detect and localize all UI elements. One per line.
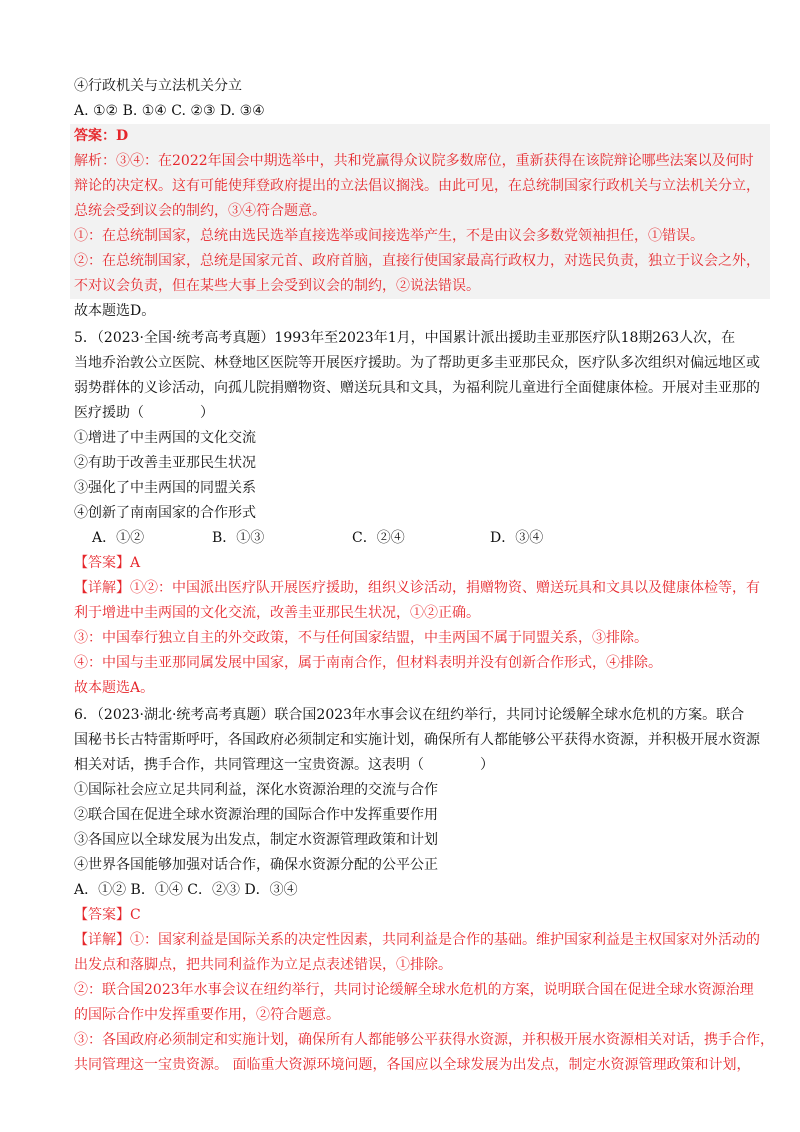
q5-answer bbox=[74, 551, 774, 576]
q5-choice-b: B．①③ bbox=[212, 530, 265, 546]
q5-choice-a: A．①② bbox=[92, 530, 145, 546]
q5-stem-line: 弱势群体的义诊活动，向孤儿院捐赠物资、赠送玩具和文具，为福利院儿童进行全面健康体检。开展对圭亚那的 bbox=[74, 380, 760, 396]
q6-detail-line: 共同管理这一宝贵资源。 面临重大资源环境问题，各国应以全球发展为出发点，制定水资源管理政策和计划， bbox=[74, 1057, 751, 1073]
q5-choice-c: C．②④ bbox=[352, 530, 405, 546]
q5-detail-text: ①②：中国派出医疗队开展医疗援助，组织义诊活动，捐赠物资、赠送玩具和文具以及健康体检等，有 bbox=[130, 580, 760, 596]
q6-detail-line: 的国际合作中发挥重要作用，②符合题意。 bbox=[74, 1007, 340, 1023]
q6-stem-line: 6．（2023·湖北·统考高考真题）联合国2023年水事会议在纽约举行，共同讨论缓解全球水危机的方案。联合 bbox=[74, 707, 745, 723]
q4-option-4: ④行政机关与立法机关分立 bbox=[74, 78, 242, 94]
q6-answer bbox=[74, 903, 774, 928]
q6-detail-text: ①：国家利益是国际关系的决定性因素，共同利益是合作的基础。维护国家利益是主权国家对外活动的 bbox=[130, 932, 760, 948]
q4-analysis-line: 辩论的决定权。这有可能使拜登政府提出的立法倡议搁浅。由此可见，在总统制国家行政机关与立法机关分立， bbox=[74, 178, 760, 194]
q4-choices: A. ①② B. ①④ C. ②③ D. ③④ bbox=[74, 103, 265, 119]
q6-stem-line: 国秘书长古特雷斯呼吁，各国政府必须制定和实施计划，确保所有人都能够公平获得水资源，并积极开展水资源 bbox=[74, 732, 760, 748]
q5-stem-line: 当地乔治敦公立医院、林登地区医院等开展医疗援助。为了帮助更多圭亚那民众，医疗队多次组织对偏远地区或 bbox=[74, 355, 760, 371]
q4-answer: 答案：D bbox=[74, 128, 129, 144]
document-page bbox=[74, 74, 774, 1078]
q6-answer-tag: 【答案】 bbox=[74, 907, 130, 923]
q6-option: ④世界各国能够加强对话合作，确保水资源分配的公平公正 bbox=[74, 857, 438, 873]
q5-choice-d: D．③④ bbox=[490, 530, 544, 546]
q6-option: ①国际社会应立足共同利益，深化水资源治理的交流与合作 bbox=[74, 782, 438, 798]
q5-stem-line: 5．（2023·全国·统考高考真题）1993年至2023年1月，中国累计派出援助圭亚那医疗队18期263人次，在 bbox=[74, 330, 736, 346]
q6-detail-line bbox=[74, 928, 774, 953]
q5-detail-tag: 【详解】 bbox=[74, 580, 130, 596]
q6-stem-line: 相关对话，携手合作，共同管理这一宝贵资源。这表明（ ） bbox=[74, 757, 494, 773]
q6-detail-line: ②：联合国2023年水事会议在纽约举行，共同讨论缓解全球水危机的方案，说明联合国在促进全球水资源治理 bbox=[74, 982, 754, 998]
q4-analysis-line: 不对议会负责，但在某些大事上会受到议会的制约，②说法错误。 bbox=[74, 278, 480, 294]
q4-analysis-line: 总统会受到议会的制约，③④符合题意。 bbox=[74, 203, 326, 219]
q6-detail-line: 出发点和落脚点，把共同利益作为立足点表述错误，①排除。 bbox=[74, 957, 452, 973]
q5-option: ④创新了南南国家的合作形式 bbox=[74, 505, 256, 521]
q5-option: ①增进了中圭两国的文化交流 bbox=[74, 430, 256, 446]
q5-answer-tag: 【答案】 bbox=[74, 555, 130, 571]
q6-choices: A．①② B．①④ C．②③ D．③④ bbox=[74, 882, 298, 898]
q4-conclusion: 故本题选D。 bbox=[74, 303, 156, 319]
q5-detail-line: ③：中国奉行独立自主的外交政策，不与任何国家结盟，中圭两国不属于同盟关系，③排除。 bbox=[74, 630, 648, 646]
q6-detail-tag: 【详解】 bbox=[74, 932, 130, 948]
q5-detail-line: 利于增进中圭两国的文化交流，改善圭亚那民生状况，①②正确。 bbox=[74, 605, 480, 621]
q5-detail-line: ④：中国与圭亚那同属发展中国家，属于南南合作，但材料表明并没有创新合作形式，④排除。 bbox=[74, 655, 662, 671]
q5-choices bbox=[74, 526, 774, 551]
q4-analysis-line: 解析：③④：在2022年国会中期选举中，共和党赢得众议院多数席位，重新获得在该院辩论哪些法案以及何时 bbox=[74, 153, 754, 169]
q5-option: ③强化了中圭两国的同盟关系 bbox=[74, 480, 256, 496]
q6-option: ③各国应以全球发展为出发点，制定水资源管理政策和计划 bbox=[74, 832, 438, 848]
q5-detail-line bbox=[74, 576, 774, 601]
q5-option: ②有助于改善圭亚那民生状况 bbox=[74, 455, 256, 471]
q6-option: ②联合国在促进全球水资源治理的国际合作中发挥重要作用 bbox=[74, 807, 438, 823]
q6-detail-line: ③：各国政府必须制定和实施计划，确保所有人都能够公平获得水资源，并积极开展水资源相关对话，携手合作， bbox=[74, 1032, 774, 1048]
q5-answer-value: A bbox=[130, 555, 141, 571]
q5-conclusion: 故本题选A。 bbox=[74, 680, 155, 696]
q5-stem-line: 医疗援助（ ） bbox=[74, 405, 214, 421]
q4-analysis-line: ②：在总统制国家，总统是国家元首、政府首脑，直接行使国家最高行政权力，对选民负责，独立于议会之外， bbox=[74, 253, 760, 269]
q4-analysis-line: ①：在总统制国家，总统由选民选举直接选举或间接选举产生，不是由议会多数党领袖担任，①错误。 bbox=[74, 228, 704, 244]
q6-answer-value: C bbox=[130, 907, 141, 923]
q4-answer-block bbox=[70, 124, 770, 299]
